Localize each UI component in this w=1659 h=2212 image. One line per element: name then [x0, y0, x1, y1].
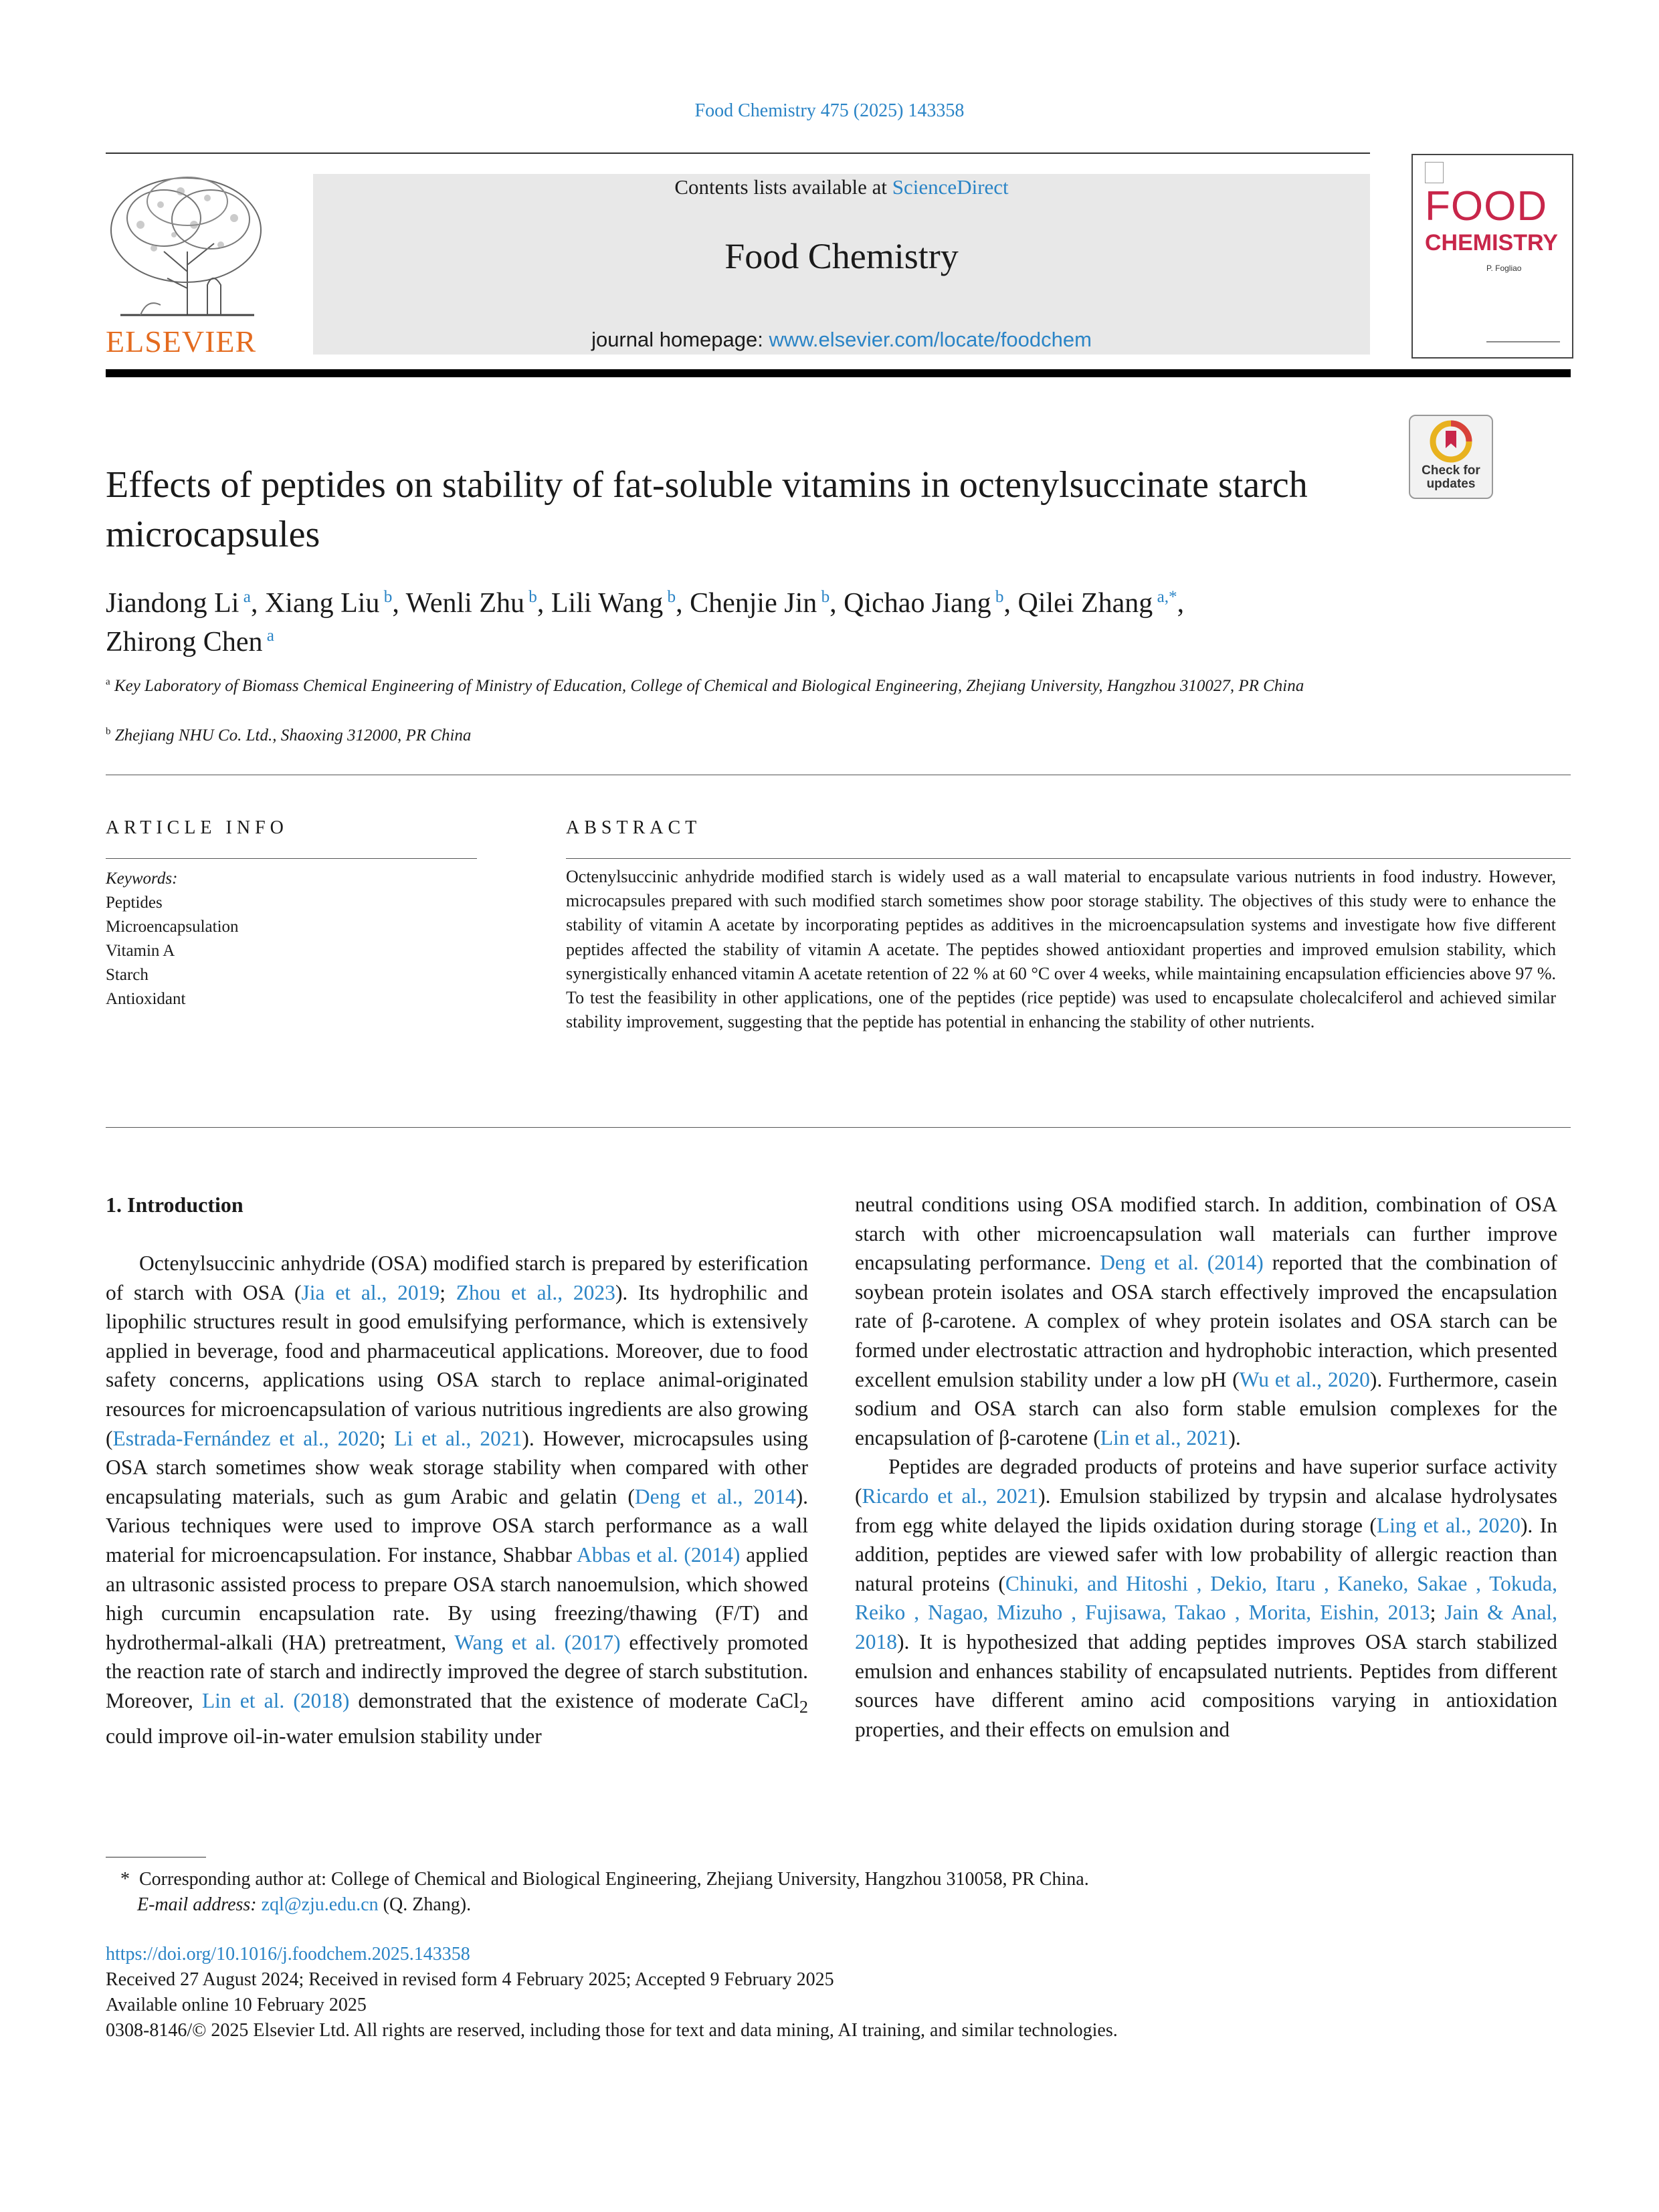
text-run: effectively promoted the reaction rate of starch and indirectly improved the degree of starch substitution. Moreover,: [106, 1630, 808, 1712]
keywords-list: [106, 891, 480, 1011]
author-affiliation-mark[interactable]: b: [663, 588, 676, 606]
elsevier-logo-text: ELSEVIER: [106, 324, 257, 359]
article-title: Effects of peptides on stability of fat-soluble vitamins in octenylsuccinate starch microcapsules: [106, 464, 1308, 555]
citation-link[interactable]: Jia et al., 2019: [301, 1280, 440, 1304]
available-online: Available online 10 February 2025: [106, 1995, 367, 2015]
citation-link[interactable]: Zhou et al., 2023: [456, 1280, 615, 1304]
article-info-heading: ARTICLE INFO: [106, 817, 288, 838]
citation-link[interactable]: Lin et al., 2021: [1100, 1425, 1229, 1449]
affiliation-b: [106, 724, 1377, 747]
intro-paragraph: [855, 1452, 1557, 1744]
journal-cover-thumbnail[interactable]: [1411, 154, 1573, 359]
homepage-link[interactable]: www.elsevier.com/locate/foodchem: [769, 328, 1092, 351]
check-updates-label-2: updates: [1426, 477, 1476, 491]
affiliation-a-text: Key Laboratory of Biomass Chemical Engineering of Ministry of Education, College of Chemical and Biological Engineering, Zhejiang University, Hangzhou 310027, PR China: [114, 677, 1304, 695]
corresponding-author-footnote: [106, 1867, 1577, 1892]
check-updates-icon: [1410, 416, 1492, 464]
text-run: ;: [379, 1426, 395, 1450]
keywords-label: Keywords:: [106, 870, 178, 888]
affiliation-b-mark: b: [106, 726, 111, 737]
author-affiliation-mark[interactable]: b: [524, 588, 537, 606]
citation-link[interactable]: Chinuki, and Hitoshi , Dekio, Itaru , Kaneko, Sakae , Tokuda, Reiko , Nagao, Mizuho , Fujisawa, Takao , Morita, Eishin, 2013: [855, 1571, 1558, 1625]
citation-link[interactable]: Deng et al., 2014: [634, 1484, 796, 1508]
citation-link[interactable]: Estrada-Fernández et al., 2020: [112, 1426, 380, 1450]
intro-paragraph: [855, 1190, 1557, 1452]
footnote-mark: *: [120, 1869, 130, 1890]
author-name[interactable]: Chenjie Jin: [690, 588, 817, 619]
email-footnote: [137, 1892, 1609, 1918]
text-run: ). Furthermore, casein sodium and OSA starch can also form stable emulsion complexes for the encapsulation of β-carotene (: [855, 1367, 1557, 1449]
citation-link[interactable]: Ricardo et al., 2021: [862, 1484, 1039, 1508]
author-name[interactable]: Jiandong Li: [106, 588, 239, 619]
email-suffix: (Q. Zhang).: [378, 1894, 472, 1915]
author-list: Jiandong Li $^a$, Xiang Liu $^b$, Wenli Zhu $^b$, Lili Wang $^b$, Chenjie Jin $^b$, Qichao Jiang $^b$, Qilei Zhang $^{a,*}$, Zhirong Chen $^a$: [106, 588, 1185, 658]
text-run: ). It is hypothesized that adding peptides improves OSA starch stabilized emulsion and enhances stability of encapsulated nutrients. Peptides from different sources have different amino acid compositions varying in antioxidation properties, and their effects on emulsion and: [855, 1629, 1557, 1741]
cover-editor: P. Fogliao: [1486, 264, 1522, 273]
text-run: ). Various techniques were used to improve OSA starch performance as a wall material for microencapsulation. For instance, Shabbar: [106, 1484, 808, 1567]
abstract-rule: [566, 858, 1571, 859]
article-info-rule: [106, 858, 477, 859]
text-run: Peptides are degraded products of proteins and have superior surface activity (: [855, 1455, 1557, 1508]
affiliation-b-text: Zhejiang NHU Co. Ltd., Shaoxing 312000, PR China: [114, 726, 472, 744]
homepage-prefix: journal homepage:: [591, 328, 769, 351]
author-name[interactable]: Lili Wang: [551, 588, 664, 619]
email-label: E-mail address:: [137, 1894, 262, 1915]
affiliation-a: [106, 674, 1377, 698]
text-run: could improve oil-in-water emulsion stability under: [106, 1724, 542, 1748]
text-run: ). Its hydrophilic and lipophilic structures result in good emulsifying performance, which is extensively applied in beverage, food and pharmaceutical applications. Moreover, due to food safety concerns, applications using OSA starch to replace animal-originated resources for microencapsulation of various nutritious ingredients are also growing (: [106, 1280, 808, 1450]
sciencedirect-link[interactable]: ScienceDirect: [892, 175, 1009, 199]
author-affiliation-mark[interactable]: b: [817, 588, 830, 606]
email-link[interactable]: zql@zju.edu.cn: [261, 1894, 379, 1915]
keyword-item: Microencapsulation: [106, 918, 239, 936]
elsevier-tree-logo: [100, 171, 274, 320]
author-name[interactable]: Qichao Jiang: [844, 588, 991, 619]
section-heading-introduction: 1. Introduction: [106, 1193, 243, 1217]
citation-link[interactable]: Wang et al. (2017): [454, 1630, 621, 1654]
citation-link[interactable]: Deng et al. (2014): [1100, 1251, 1264, 1275]
author-affiliation-mark[interactable]: b: [379, 588, 393, 606]
author-affiliation-mark[interactable]: a: [262, 627, 274, 645]
text-run: neutral conditions using OSA modified starch. In addition, combination of OSA starch with other microencapsulation wall materials can further improve encapsulating performance.: [855, 1193, 1557, 1275]
cover-title-chemistry: CHEMISTRY: [1425, 230, 1558, 256]
keyword-item: Starch: [106, 966, 149, 984]
text-run: ;: [1430, 1601, 1445, 1625]
text-run: ). However, microcapsules using OSA starch sometimes show weak storage stability when compared with other encapsulating materials, such as gum Arabic and gelatin (: [106, 1426, 808, 1508]
text-run: ). In addition, peptides are viewed safer with low probability of allergic reaction than natural proteins (: [855, 1513, 1557, 1595]
author-name[interactable]: Xiang Liu: [264, 588, 380, 619]
header-bottom-rule: [106, 369, 1571, 377]
keyword-item: Peptides: [106, 894, 163, 912]
citation-link[interactable]: Abbas et al. (2014): [577, 1542, 741, 1567]
citation-link[interactable]: Jain & Anal, 2018: [855, 1601, 1557, 1653]
copyright-line: 0308-8146/© 2025 Elsevier Ltd. All rights are reserved, including those for text and data mining, AI training, and similar technologies.: [106, 2020, 1118, 2041]
author-name[interactable]: Zhirong Chen: [106, 627, 263, 658]
header-top-rule: [106, 153, 1370, 154]
keyword-item: Antioxidant: [106, 990, 186, 1008]
text-run: ;: [440, 1280, 456, 1304]
author-name[interactable]: Qilei Zhang: [1017, 588, 1153, 619]
received-dates: Received 27 August 2024; Received in revised form 4 February 2025; Accepted 9 February 2025: [106, 1969, 834, 1990]
abstract-heading: ABSTRACT: [566, 817, 702, 838]
citation-link[interactable]: Li et al., 2021: [394, 1426, 522, 1450]
contents-prefix: Contents lists available at: [674, 175, 892, 199]
affiliation-a-mark: a: [106, 676, 110, 688]
keyword-item: Vitamin A: [106, 942, 175, 960]
contents-line: [313, 175, 1370, 199]
text-run: ). Emulsion stabilized by trypsin and alcalase hydrolysates from egg white delayed the lipids oxidation during storage (: [855, 1484, 1557, 1537]
intro-right-column: [855, 1190, 1557, 1744]
corresponding-text: Corresponding author at: College of Chemical and Biological Engineering, Zhejiang University, Hangzhou 310058, PR China.: [139, 1869, 1089, 1890]
citation-link[interactable]: Lin et al. (2018): [201, 1688, 350, 1712]
check-updates-label-1: Check for: [1422, 464, 1480, 478]
author-name[interactable]: Wenli Zhu: [405, 588, 524, 619]
cover-emblem-icon: [1425, 162, 1444, 183]
text-run: ).: [1228, 1425, 1241, 1449]
text-run: Octenylsuccinic anhydride (OSA) modified starch is prepared by esterification of starch with OSA (: [106, 1251, 808, 1304]
author-affiliation-mark[interactable]: a: [239, 588, 251, 606]
journal-reference[interactable]: Food Chemistry 475 (2025) 143358: [694, 100, 965, 121]
intro-left-column: [106, 1249, 808, 1750]
abstract-bottom-rule: [106, 1127, 1571, 1128]
check-for-updates-button[interactable]: [1409, 415, 1493, 499]
abstract-text: Octenylsuccinic anhydride modified starch is widely used as a wall material to encapsulate various nutrients in food industry. However, microcapsules prepared with such modified starch sometimes show poor storage stability. The objectives of this study were to enhance the stability of vitamin A acetate by incorporating peptides as additives in the microencapsulation systems and investigate how five different peptides affected the stability of vitamin A acetate. The peptides showed antioxidant properties and improved emulsion stability, which synergistically enhanced vitamin A acetate retention of 22 % at 60 °C over 4 weeks, while maintaining encapsulation efficiencies above 97 %. To test the feasibility in other applications, one of the peptides (rice peptide) was used to encapsulate cholecalciferol and achieved similar stability improvement, suggesting that the peptide has potential in enhancing the stability of other nutrients.: [566, 867, 1556, 1032]
journal-homepage-line: [313, 328, 1370, 352]
intro-paragraph: [106, 1249, 808, 1750]
citation-link[interactable]: Ling et al., 2020: [1376, 1513, 1521, 1537]
cover-title-food: FOOD: [1425, 183, 1548, 229]
text-run: applied an ultrasonic assisted process to prepare OSA starch nanoemulsion, which showed high curcumin encapsulation rate. By using freezing/thawing (F/T) and hydrothermal-alkali (HA) pretreatment,: [106, 1542, 809, 1654]
journal-title: Food Chemistry: [724, 236, 959, 276]
author-affiliation-mark[interactable]: b: [991, 588, 1004, 606]
author-affiliation-mark[interactable]: a,*: [1153, 588, 1177, 606]
doi-link[interactable]: https://doi.org/10.1016/j.foodchem.2025.143358: [106, 1944, 470, 1965]
cover-footer-rule: [1486, 341, 1560, 342]
text-run: reported that the combination of soybean protein isolates and OSA starch effectively improved the encapsulation rate of β-carotene. A complex of whey protein isolates and OSA starch can be formed under electrostatic attraction and hydrophobic interaction, which presented excellent emulsion stability under a low pH (: [855, 1251, 1557, 1391]
text-run: demonstrated that the existence of moderate CaCl: [349, 1688, 799, 1712]
citation-link[interactable]: Wu et al., 2020: [1239, 1367, 1370, 1391]
subscript: 2: [799, 1697, 808, 1717]
